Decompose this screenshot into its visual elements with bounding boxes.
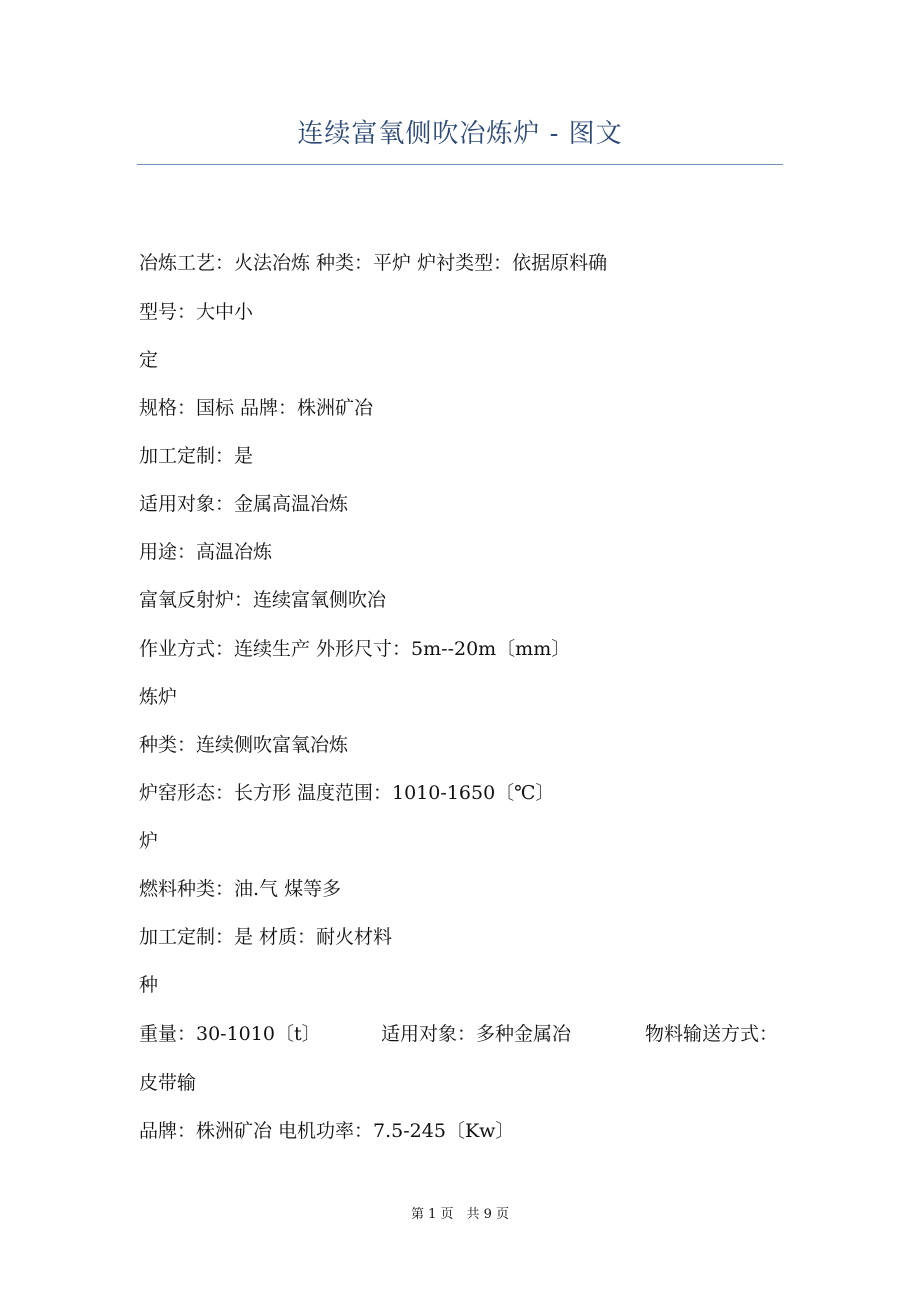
body-line: 燃料种类：油.气 煤等多 [139,878,342,900]
body-line: 种类：连续侧吹富氧冶炼 [139,734,349,756]
body-line: 加工定制：是 材质：耐火材料 [139,926,393,948]
body-line: 规格：国标 品牌：株洲矿冶 [139,397,374,419]
body-line: 种 [139,974,159,996]
document-title: 连续富氧侧吹冶炼炉 - 图文 [297,119,623,149]
body-line: 加工定制：是 [139,445,254,467]
body-line: 作业方式：连续生产 外形尺寸：5m--20m〔mm〕 [139,638,571,660]
body-line: 型号：大中小 [139,301,254,323]
body-line: 皮带输 [139,1072,197,1094]
conveying-method-text: 物料输送方式： [645,1023,779,1045]
body-line: 炼炉 [139,686,178,708]
title-divider [137,164,783,165]
weight-text: 重量：30-1010〔t〕 [139,1023,321,1045]
body-line: 定 [139,349,159,371]
applicable-object-text: 适用对象：多种金属冶 [381,1023,572,1045]
body-line: 品牌：株洲矿冶 电机功率：7.5-245〔Kw〕 [139,1120,515,1142]
body-line: 炉窑形态：长方形 温度范围：1010-1650〔℃〕 [139,782,555,804]
body-line: 用途：高温冶炼 [139,541,273,563]
body-line: 富氧反射炉：连续富氧侧吹冶 [139,589,387,611]
page-footer: 第 1 页 共 9 页 [410,1207,510,1222]
body-line: 炉 [139,830,159,852]
body-line: 冶炼工艺：火法冶炼 种类：平炉 炉衬类型：依据原料确 [139,252,608,274]
body-line: 适用对象：金属高温冶炼 [139,493,349,515]
